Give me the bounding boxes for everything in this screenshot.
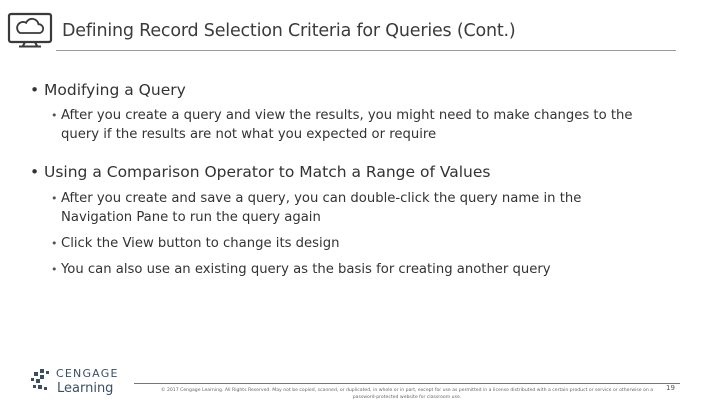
- slide-title: Defining Record Selection Criteria for Queries (Cont.): [62, 21, 516, 41]
- sub-bullet-line: query if the results are not what you expected or require: [61, 127, 437, 142]
- sub-bullet-line: • After you create and save a query, you can double-click the query name in the: [61, 191, 582, 206]
- cengage-dots-icon: [30, 368, 54, 392]
- sub-bullet-line: • You can also use an existing query as the basis for creating another query: [61, 262, 551, 277]
- sub-bullet: [51, 189, 710, 227]
- sub-bullet: [51, 260, 710, 279]
- sub-bullet: [51, 234, 710, 253]
- sub-bullet-line: • After you create a query and view the results, you might need to make changes to the: [61, 108, 633, 123]
- copyright-line: © 2017 Cengage Learning. All Rights Reserved. May not be copied, scanned, or duplicated, in whole or in part, except for use as permitted in a license distributed with a certain product or service or otherwise on a: [160, 388, 654, 393]
- title-underline: [56, 50, 676, 51]
- logo-text-bottom: Learning: [57, 381, 114, 396]
- copyright-line: password-protected website for classroom use.: [352, 395, 462, 400]
- sub-bullet-line: Navigation Pane to run the query again: [61, 210, 321, 225]
- logo-text-top: CENGAGE: [56, 367, 119, 380]
- slide-content: [30, 80, 710, 279]
- bullet-modifying-query: • Modifying a Query: [30, 80, 710, 100]
- copyright-text: [134, 387, 680, 401]
- cloud-monitor-icon: [6, 11, 54, 49]
- sub-bullet: [51, 106, 710, 144]
- page-number: 19: [666, 384, 675, 392]
- bullet-comparison-operator: • Using a Comparison Operator to Match a Range of Values: [30, 162, 710, 182]
- footer-divider: [134, 383, 680, 384]
- cengage-logo: [30, 367, 130, 399]
- sub-bullet-line: • Click the View button to change its design: [61, 236, 340, 251]
